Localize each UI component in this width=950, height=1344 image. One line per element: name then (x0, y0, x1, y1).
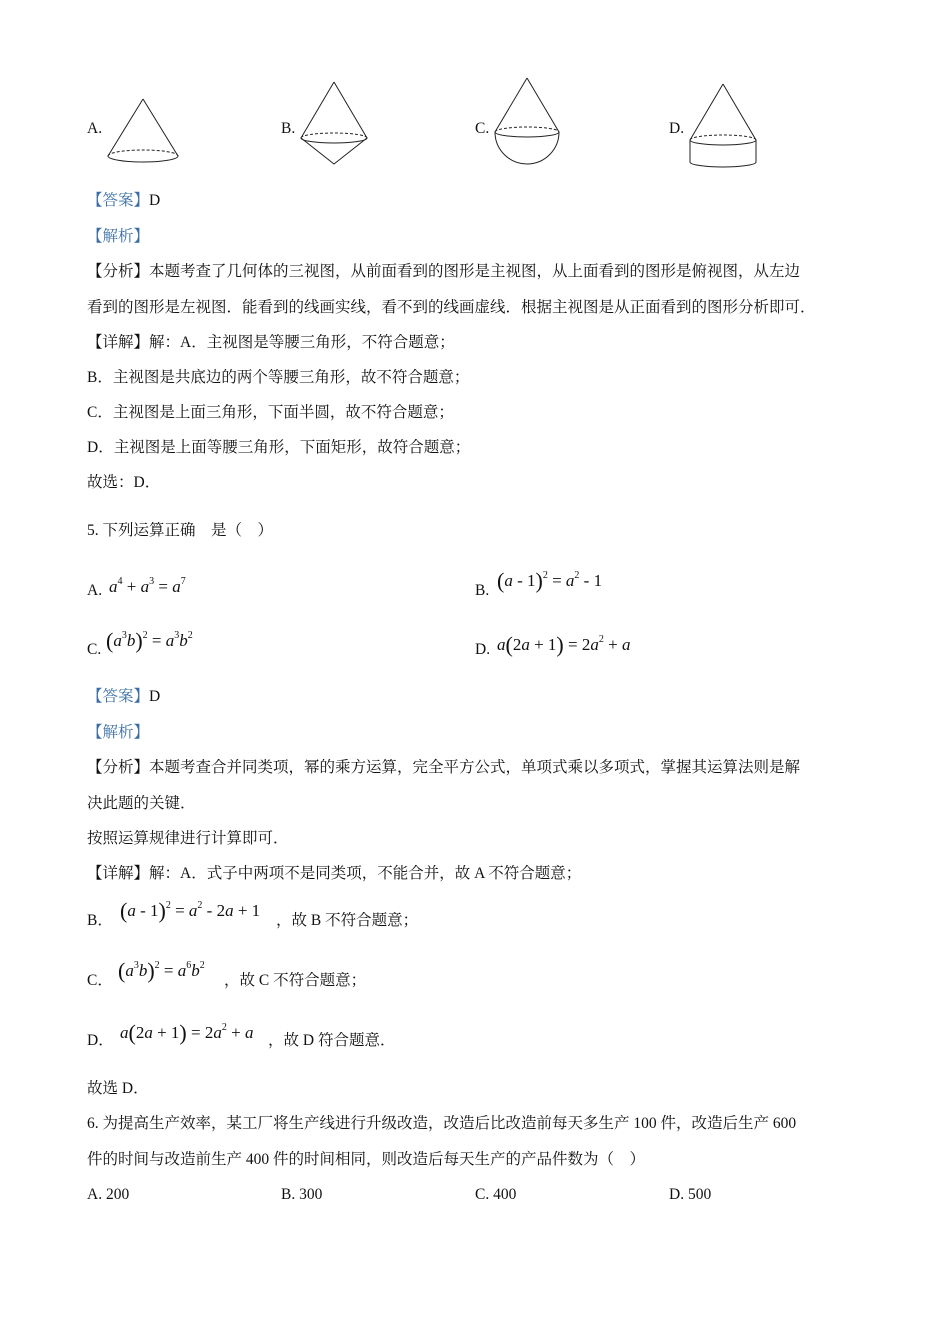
q5-option-d-formula: $a(2a + 1) = 2a^2 + a$ (497, 632, 631, 657)
xiangjie-tag: 【详解】 (87, 865, 150, 882)
answer-tag: 【答案】 (87, 688, 150, 705)
q5-option-a-formula: $a^4 + a^3 = a^7$ (109, 576, 186, 596)
q4-line-b: B．主视图是共底边的两个等腰三角形，故不符合题意； (87, 369, 470, 386)
cone-icon (104, 96, 184, 168)
fenxi-tag: 【分析】 (87, 759, 150, 776)
q4-option-c-label: C. (475, 120, 490, 137)
q5-detail-c-text: ，故 C 不符合题意； (224, 972, 367, 989)
q5-detail-d-formula: $a(2a + 1) = 2a^2 + a$ (120, 1020, 254, 1045)
q4-answer (87, 191, 160, 211)
q5-option-c-formula: $(a^3b)^2 = a^3b^2$ (106, 628, 193, 653)
q5-option-a-label: A. (87, 582, 103, 599)
q5-answer (87, 687, 160, 707)
q5-xiangjie-line1 (87, 864, 581, 884)
q5-detail-b (87, 911, 113, 931)
q5-stem: 5. 下列运算正确 是（ ） (87, 522, 274, 539)
q6-option-d: D. 500 (669, 1186, 712, 1203)
xiangjie-text: 解：A．式子中两项不是同类项，不能合并，故 A 不符合题意； (149, 865, 582, 882)
xiangjie-tag: 【详解】 (87, 334, 150, 351)
q5-detail-d-text: ，故 D 符合题意． (268, 1032, 396, 1049)
q5-option-b-formula: $(a - 1)^2 = a^2 - 1$ (497, 568, 603, 593)
q5-detail-c-formula: $(a^3b)^2 = a^6b^2$ (118, 958, 205, 983)
detail-label: C． (87, 972, 113, 989)
fenxi-text: 本题考查了几何体的三视图，从前面看到的图形是主视图，从上面看到的图形是俯视图，从左边 (149, 263, 801, 280)
q4-conclusion: 故选：D． (87, 474, 161, 491)
q4-line-c: C．主视图是上面三角形，下面半圆，故不符合题意； (87, 404, 454, 421)
fenxi-tag: 【分析】 (87, 263, 150, 280)
q5-detail-d (87, 1031, 114, 1051)
cone-cylinder-icon (686, 80, 760, 170)
answer-value: D (149, 688, 161, 705)
q4-xiangjie-line1 (87, 333, 455, 353)
q4-option-b-label: B. (281, 120, 296, 137)
q4-option-a-label: A. (87, 120, 103, 137)
q5-fenxi-line3: 按照运算规律进行计算即可． (87, 830, 289, 847)
answer-tag: 【答案】 (87, 192, 150, 209)
q5-detail-c (87, 971, 113, 991)
q6-stem-line1: 6. 为提高生产效率，某工厂将生产线进行升级改造，改造后比改造前每天多生产 100 件，改造后生产 600 (87, 1115, 797, 1132)
q5-detail-b-text: ，故 B 不符合题意； (276, 912, 419, 929)
q4-line-d: D．主视图是上面等腰三角形，下面矩形，故符合题意； (87, 439, 471, 456)
cone-hemisphere-icon (492, 74, 564, 170)
xiangjie-text: 解：A．主视图是等腰三角形，不符合题意； (149, 334, 455, 351)
q6-option-a: A. 200 (87, 1186, 130, 1203)
q6-option-c: C. 400 (475, 1186, 517, 1203)
q5-option-b-label: B. (475, 582, 490, 599)
q6-stem-line2: 件的时间与改造前生产 400 件的时间相同，则改造后每天生产的产品件数为（ ） (87, 1151, 646, 1168)
q5-option-d-label: D. (475, 641, 491, 658)
detail-label: D． (87, 1032, 114, 1049)
analysis-tag: 【解析】 (87, 724, 150, 741)
q5-fenxi-line1 (87, 758, 800, 778)
answer-value: D (149, 192, 161, 209)
q4-fenxi-line2: 看到的图形是左视图．能看到的线画实线，看不到的线画虚线．根据主视图是从正面看到的图形分析即可． (87, 299, 816, 316)
detail-label: B． (87, 912, 113, 929)
q4-option-d-label: D. (669, 120, 685, 137)
q5-conclusion: 故选 D． (87, 1080, 149, 1097)
fenxi-text: 本题考查合并同类项，幂的乘方运算，完全平方公式，单项式乘以多项式，掌握其运算法则是解 (149, 759, 801, 776)
q4-fenxi-line1 (87, 262, 800, 282)
q5-detail-b-formula: $(a - 1)^2 = a^2 - 2a + 1$ (120, 898, 261, 923)
double-cone-icon (298, 78, 372, 170)
q6-option-b: B. 300 (281, 1186, 323, 1203)
q5-fenxi-line2: 决此题的关键． (87, 795, 196, 812)
q5-option-c-label: C. (87, 641, 102, 658)
analysis-tag: 【解析】 (87, 228, 150, 245)
